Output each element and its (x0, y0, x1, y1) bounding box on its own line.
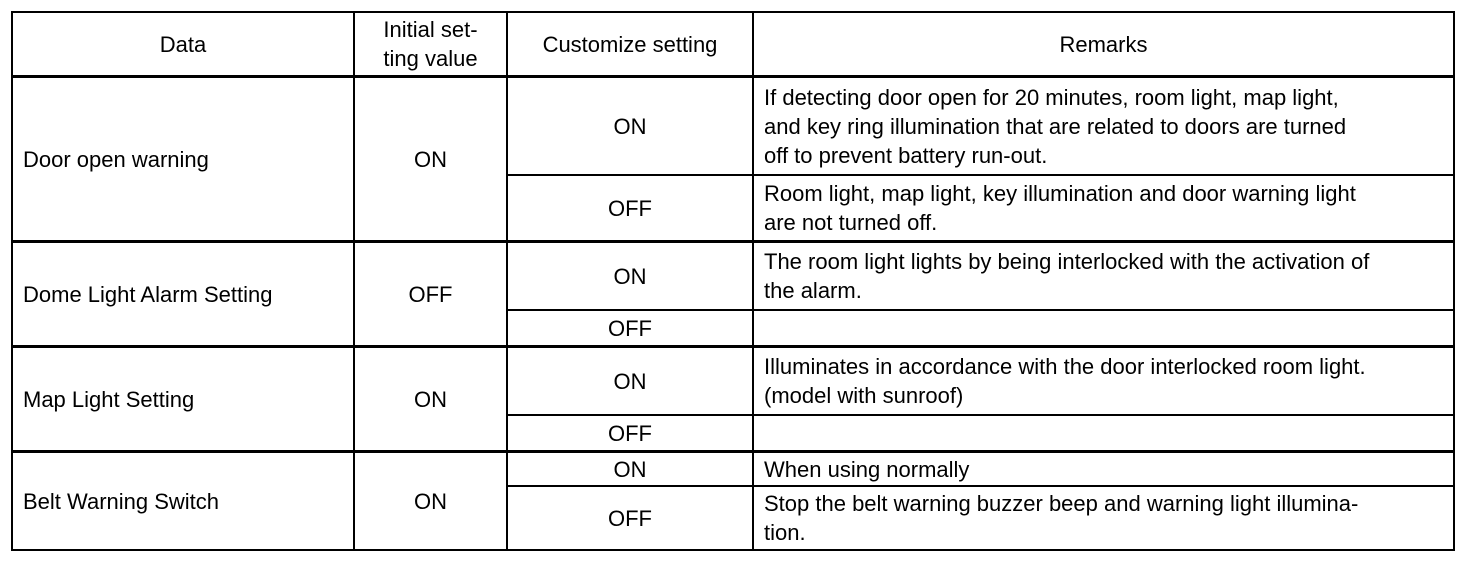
customize-setting-cell: ON (507, 452, 753, 487)
table-row (12, 452, 1454, 487)
remark-line: When using normally (764, 456, 970, 482)
header-initial-setting-value (354, 12, 507, 77)
customize-setting-cell: OFF (507, 175, 753, 242)
remark-line: (model with sunroof) (764, 383, 964, 408)
remarks-cell-empty (753, 415, 1454, 452)
customize-settings-table (11, 11, 1455, 551)
data-cell: Belt Warning Switch (12, 452, 354, 551)
header-initial-line1: Initial set- (383, 17, 478, 42)
remark-line: If detecting door open for 20 minutes, room light, map light, (764, 84, 1339, 110)
initial-value-cell: OFF (354, 242, 507, 347)
remarks-cell-empty (753, 310, 1454, 347)
remarks-cell (753, 175, 1454, 242)
remark-line: Illuminates in accordance with the door interlocked room light. (764, 354, 1366, 379)
remarks-cell (753, 452, 1454, 487)
customize-setting-cell: OFF (507, 486, 753, 550)
header-remarks: Remarks (753, 12, 1454, 77)
customize-setting-cell: OFF (507, 415, 753, 452)
customize-setting-cell: OFF (507, 310, 753, 347)
customize-setting-cell: ON (507, 242, 753, 311)
initial-value-cell: ON (354, 347, 507, 452)
table-row (12, 242, 1454, 311)
remark-line: Room light, map light, key illumination and door warning light (764, 181, 1356, 206)
remarks-cell (753, 77, 1454, 176)
customize-settings-table-wrapper (11, 11, 1455, 551)
header-row (12, 12, 1454, 77)
remarks-cell (753, 242, 1454, 311)
customize-setting-cell: ON (507, 347, 753, 416)
table-row (12, 77, 1454, 176)
remark-line: The room light lights by being interlocked with the activation of (764, 249, 1370, 274)
customize-setting-cell: ON (507, 77, 753, 176)
initial-value-cell: ON (354, 452, 507, 551)
initial-value-cell: ON (354, 77, 507, 242)
header-initial-line2: ting value (383, 46, 478, 71)
data-cell: Door open warning (12, 77, 354, 242)
data-cell: Dome Light Alarm Setting (12, 242, 354, 347)
remark-line: Stop the belt warning buzzer beep and warning light illumina- (764, 491, 1359, 516)
remark-line: the alarm. (764, 278, 862, 303)
remark-line: and key ring illumination that are related to doors are turned (764, 113, 1347, 139)
remarks-cell (753, 486, 1454, 550)
remark-line: are not turned off. (764, 210, 938, 235)
data-cell: Map Light Setting (12, 347, 354, 452)
remark-line: tion. (764, 520, 806, 545)
remarks-cell (753, 347, 1454, 416)
header-customize-setting: Customize setting (507, 12, 753, 77)
remark-line: off to prevent battery run-out. (764, 142, 1048, 168)
table-row (12, 347, 1454, 416)
header-data: Data (12, 12, 354, 77)
